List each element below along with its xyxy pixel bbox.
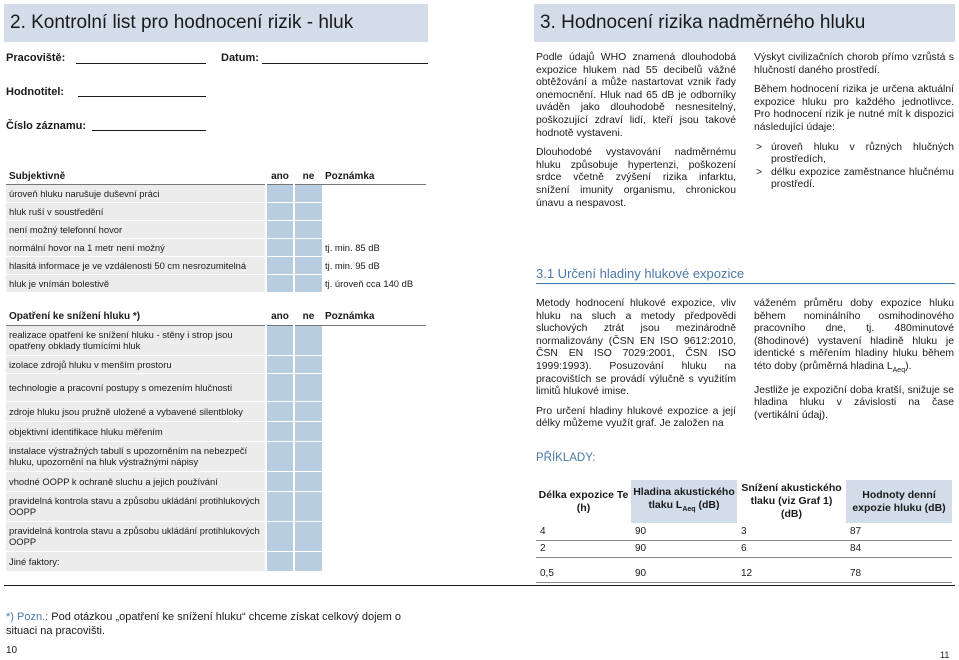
footnote-text: Pod otázkou „opatření ke snížení hluku“ chceme získat celkový dojem o situaci na pracovišti. xyxy=(6,611,401,637)
date-field[interactable] xyxy=(262,63,428,64)
subjective-checklist-table xyxy=(6,170,426,293)
no-checkbox[interactable] xyxy=(294,220,322,238)
paragraph-text: váženém průměru doby expozice hluku během nominálního osmihodinového pracovního dne, tj. 480minutové (8hodinové) vystavení hladině hluku je identické s měřením hladiny hluku během této doby (průměrná hladina L xyxy=(754,298,954,372)
table-row xyxy=(6,521,426,551)
no-checkbox[interactable] xyxy=(294,355,322,373)
row-note[interactable] xyxy=(322,373,426,401)
yes-checkbox[interactable] xyxy=(266,471,294,491)
no-checkbox[interactable] xyxy=(294,441,322,471)
row-text: izolace zdrojů hluku v menším prostoru xyxy=(6,355,266,373)
examples-table-header xyxy=(536,480,952,523)
header-text: Hladina akustického tlaku L xyxy=(633,486,735,512)
table-row xyxy=(6,441,426,471)
no-checkbox[interactable] xyxy=(294,521,322,551)
row-text: není možný telefonní hovor xyxy=(6,220,266,238)
measures-header-label: Opatření ke snížení hluku *) xyxy=(6,309,266,325)
yes-checkbox[interactable] xyxy=(266,355,294,373)
yes-checkbox[interactable] xyxy=(266,491,294,521)
exposure-duration-header: Délka expozice Te (h) xyxy=(538,488,629,514)
row-note[interactable] xyxy=(322,521,426,551)
risk-data-column xyxy=(754,52,954,192)
left-page-number: 10 xyxy=(6,645,18,656)
paragraph: Jestliže je expoziční doba kratší, snižuje se hladina hluku v závislosti na čase (vertikální údaj). xyxy=(754,384,954,421)
yes-checkbox[interactable] xyxy=(266,551,294,571)
cell: 4 xyxy=(536,523,631,540)
cell: 12 xyxy=(737,565,846,582)
table-row xyxy=(536,523,952,540)
table-row xyxy=(6,256,426,274)
paragraph: Během hodnocení rizika je určena aktuální expozice hluku pro každého jednotlivce. Pro hodnocení rizik je nutné mít k dispozici následující údaje: xyxy=(754,84,954,133)
yes-checkbox[interactable] xyxy=(266,220,294,238)
yes-checkbox[interactable] xyxy=(266,441,294,471)
table-row xyxy=(6,401,426,421)
date-label: Datum: xyxy=(221,52,259,64)
table-row xyxy=(6,274,426,292)
right-page-number: 11 xyxy=(940,650,950,660)
table-row xyxy=(6,238,426,256)
yes-header: ano xyxy=(266,170,294,184)
table-row xyxy=(536,540,952,557)
no-checkbox[interactable] xyxy=(294,184,322,202)
methods-column xyxy=(536,298,736,438)
table-row xyxy=(6,491,426,521)
cell: 90 xyxy=(631,565,737,582)
list-item: > délku expozice zaměstnance hlučnému prostředí. xyxy=(754,167,954,192)
row-note[interactable] xyxy=(322,325,426,355)
no-checkbox[interactable] xyxy=(294,238,322,256)
cell: 3 xyxy=(737,523,846,540)
row-note[interactable] xyxy=(322,355,426,373)
table-row xyxy=(6,325,426,355)
paragraph-tail: ). xyxy=(905,360,912,372)
table-row xyxy=(6,373,426,401)
subjective-table-header xyxy=(6,170,426,184)
yes-checkbox[interactable] xyxy=(266,421,294,441)
no-checkbox[interactable] xyxy=(294,256,322,274)
row-note[interactable] xyxy=(322,421,426,441)
yes-checkbox[interactable] xyxy=(266,401,294,421)
laeq-subscript: Aeq xyxy=(892,367,906,375)
table-row xyxy=(6,355,426,373)
footnote xyxy=(6,610,430,638)
header-tail: (dB) xyxy=(695,499,720,512)
no-checkbox[interactable] xyxy=(294,274,322,292)
yes-checkbox[interactable] xyxy=(266,521,294,551)
cell: 90 xyxy=(631,523,737,540)
right-page-title: 3. Hodnocení rizika nadměrného hluku xyxy=(534,4,955,42)
row-text: hluk ruší v soustředění xyxy=(6,202,266,220)
record-number-field[interactable] xyxy=(92,130,206,131)
row-text: normální hovor na 1 metr není možný xyxy=(6,238,266,256)
yes-checkbox[interactable] xyxy=(266,238,294,256)
no-checkbox[interactable] xyxy=(294,325,322,355)
row-text: hlasitá informace je ve vzdálenosti 50 cm nesrozumitelná xyxy=(6,256,266,274)
table-row xyxy=(6,202,426,220)
yes-checkbox[interactable] xyxy=(266,274,294,292)
no-header: ne xyxy=(294,309,322,325)
row-text: hluk je vnímán bolestivě xyxy=(6,274,266,292)
row-text: objektivní identifikace hluku měřením xyxy=(6,421,266,441)
row-note[interactable] xyxy=(322,401,426,421)
table-row xyxy=(6,220,426,238)
table-row xyxy=(6,471,426,491)
sound-pressure-header xyxy=(631,480,737,523)
row-text: instalace výstražných tabulí s upozorněním na nebezpečí hluku, upozornění na hluk výstražnými nápisy xyxy=(6,441,266,471)
row-text: pravidelná kontrola stavu a způsobu ukládání protihlukových OOPP xyxy=(6,521,266,551)
evaluator-field[interactable] xyxy=(78,96,206,97)
row-text: vhodné OOPP k ochraně sluchu a jejich používání xyxy=(6,471,266,491)
cell: 78 xyxy=(846,565,952,582)
paragraph: Podle údajů WHO znamená dlouhodobá expozice hlukem nad 55 decibelů vážné obtěžování a může nastartovat vznik řady onemocnění. Hluk nad 65 dB je odborníky uváděn jako dlouhodobě nesnesitelný, poškozující zdraví lidí, kteří jsou takové hodnotě vystaveni. xyxy=(536,52,736,139)
yes-checkbox[interactable] xyxy=(266,184,294,202)
paragraph: Metody hodnocení hlukové expozice, vliv hluku na sluch a metody předpovědi sluchových ztrát jsou mezinárodně normalizovány (ČSN EN ISO 9612:2010, ČSN EN ISO 7029:2001, ČSN ISO 1999:1993). Posuzování hluku na pracovištích se provádí výlučně s využitím limitů hlukové imise. xyxy=(536,298,736,398)
row-text: zdroje hluku jsou pružně uložené a vybavené silentbloky xyxy=(6,401,266,421)
row-note xyxy=(322,184,426,202)
yes-checkbox[interactable] xyxy=(266,202,294,220)
table-row xyxy=(6,551,426,571)
cell: 0,5 xyxy=(536,565,631,582)
measures-table-header xyxy=(6,309,426,325)
record-number-label: Číslo záznamu: xyxy=(6,120,87,132)
cell: 2 xyxy=(536,540,631,557)
paragraph: Pro určení hladiny hlukové expozice a její délky můžeme využít graf. Je založen na xyxy=(536,405,736,430)
note-header: Poznámka xyxy=(322,309,426,325)
yes-checkbox[interactable] xyxy=(266,325,294,355)
row-note: tj. úroveň cca 140 dB xyxy=(322,274,426,292)
no-checkbox[interactable] xyxy=(294,551,322,571)
row-text: technologie a pracovní postupy s omezením hlučnosti xyxy=(6,373,266,401)
row-text: Jiné faktory: xyxy=(6,551,266,571)
section-title: 3.1 Určení hladiny hlukové expozice xyxy=(536,266,745,281)
no-header: ne xyxy=(294,170,322,184)
note-header: Poznámka xyxy=(322,170,426,184)
exposure-column xyxy=(754,298,954,429)
row-text: úroveň hluku narušuje duševní práci xyxy=(6,184,266,202)
no-checkbox[interactable] xyxy=(294,202,322,220)
no-checkbox[interactable] xyxy=(294,401,322,421)
no-checkbox[interactable] xyxy=(294,491,322,521)
examples-table xyxy=(536,480,952,583)
pressure-reduction-header: Snížení akustického tlaku (viz Graf 1) (dB) xyxy=(741,482,842,520)
no-checkbox[interactable] xyxy=(294,373,322,401)
paragraph: Výskyt civilizačních chorob přímo vzrůstá s hlučností daného prostředí. xyxy=(754,52,954,76)
yes-checkbox[interactable] xyxy=(266,373,294,401)
row-text: pravidelná kontrola stavu a způsobu ukládání protihlukových OOPP xyxy=(6,491,266,521)
evaluator-label: Hodnotitel: xyxy=(6,86,65,98)
table-row xyxy=(6,421,426,441)
no-checkbox[interactable] xyxy=(294,421,322,441)
yes-header: ano xyxy=(266,309,294,325)
paragraph: Dlouhodobé vystavování nadměrnému hluku způsobuje hypertenzi, poškození srdce včetně zvýšení rizika infarktu, snížení imunity organismu, chronickou únavu a nespavost. xyxy=(536,147,736,209)
subjective-header-label: Subjektivně xyxy=(6,170,266,184)
row-note[interactable] xyxy=(322,441,426,471)
row-text: realizace opatření ke snížení hluku - stěny i strop jsou opatřeny obklady tlumícími hluk xyxy=(6,325,266,355)
required-data-list xyxy=(754,142,954,192)
cell: 6 xyxy=(737,540,846,557)
cell: 87 xyxy=(846,523,952,540)
table-row xyxy=(536,565,952,582)
cell: 90 xyxy=(631,540,737,557)
laeq-subscript: Aeq xyxy=(682,506,696,514)
workplace-field[interactable] xyxy=(76,63,206,64)
table-row xyxy=(6,184,426,202)
spacer-row xyxy=(536,557,952,565)
row-note[interactable] xyxy=(322,491,426,521)
paragraph xyxy=(754,298,954,378)
left-page-title: 2. Kontrolní list pro hodnocení rizik - hluk xyxy=(4,4,428,42)
noise-measures-table xyxy=(6,309,426,572)
cell: 84 xyxy=(846,540,952,557)
row-note: tj. min. 85 dB xyxy=(322,238,426,256)
footnote-mark: *) Pozn.: xyxy=(6,611,49,623)
no-checkbox[interactable] xyxy=(294,471,322,491)
yes-checkbox[interactable] xyxy=(266,256,294,274)
examples-label: PŘÍKLADY: xyxy=(536,452,596,464)
workplace-label: Pracoviště: xyxy=(6,52,66,64)
daily-exposure-header: Hodnoty denní expozie hluku (dB) xyxy=(846,480,952,523)
who-text-column xyxy=(536,52,736,217)
row-note[interactable] xyxy=(322,471,426,491)
row-note xyxy=(322,202,426,220)
list-item: > úroveň hluku v různých hlučných prostředích, xyxy=(754,142,954,167)
row-note[interactable] xyxy=(322,551,426,571)
row-note xyxy=(322,220,426,238)
footnote-divider xyxy=(4,585,955,586)
row-note: tj. min. 95 dB xyxy=(322,256,426,274)
section-title-underline xyxy=(536,283,955,284)
